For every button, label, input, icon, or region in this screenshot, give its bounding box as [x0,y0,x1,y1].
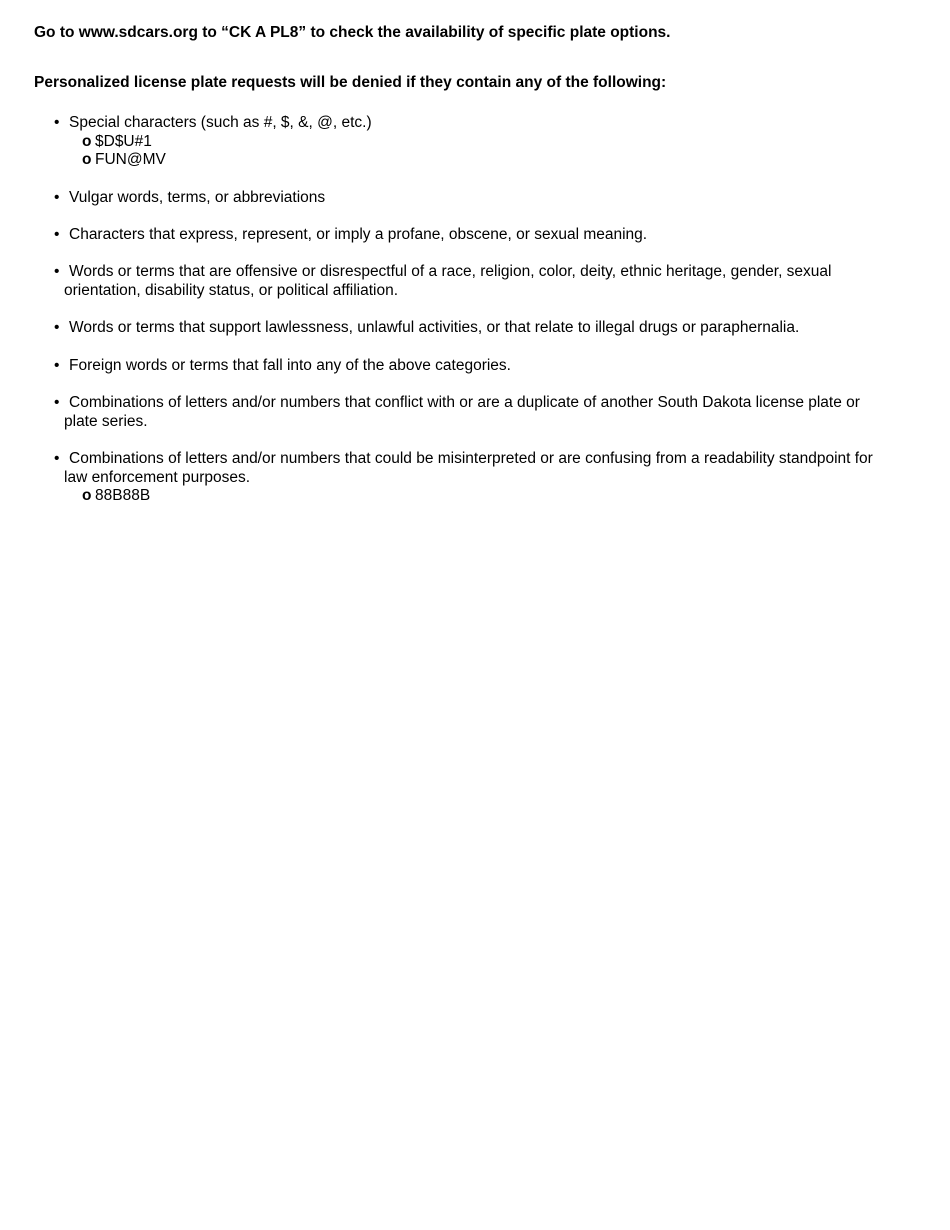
sub-bullet-icon: o [82,132,92,150]
bullet-icon: • [54,356,60,374]
rule-item [0,394,950,431]
rule-text: Words or terms that support lawlessness, unlawful activities, or that relate to illegal drugs or paraphernalia. [69,319,800,337]
rule-item [0,450,950,506]
rule-text: Foreign words or terms that fall into any of the above categories. [69,356,511,374]
example-item [64,133,890,152]
sub-bullet-icon: o [82,487,92,505]
example-text: $D$U#1 [95,132,152,150]
rule-item [0,226,950,245]
bullet-icon: • [54,449,60,467]
bullet-icon: • [54,319,60,337]
bullet-icon: • [54,226,60,243]
sub-bullet-icon: o [82,151,92,169]
rule-text: Special characters (such as #, $, &, @, etc.) [69,114,372,131]
bullet-icon: • [54,263,60,281]
example-item [64,487,890,506]
denial-rules-list [0,114,950,525]
rule-item [0,189,950,208]
rule-text: Words or terms that are offensive or disrespectful of a race, religion, color, deity, ethnic heritage, gender, sexual orientation, disability status, or political affiliation. [64,263,832,299]
example-item [64,151,890,170]
bullet-icon: • [54,114,60,131]
example-text: 88B88B [95,487,151,505]
denial-heading: Personalized license plate requests will be denied if they contain any of the following: [34,74,667,91]
example-list [64,487,890,506]
rule-text: Vulgar words, terms, or abbreviations [69,188,326,206]
rule-item [0,357,950,376]
bullet-icon: • [54,188,60,206]
rule-item [0,319,950,338]
rule-item [0,263,950,300]
rule-text: Characters that express, represent, or imply a profane, obscene, or sexual meaning. [69,226,648,243]
example-list [64,133,890,170]
intro-text: Go to www.sdcars.org to “CK A PL8” to check the availability of specific plate options. [34,24,671,41]
rule-item [0,114,950,170]
bullet-icon: • [54,393,60,411]
rule-text: Combinations of letters and/or numbers that could be misinterpreted or are confusing from a readability standpoint for law enforcement purposes. [64,449,873,486]
example-text: FUN@MV [95,151,166,169]
rule-text: Combinations of letters and/or numbers that conflict with or are a duplicate of another South Dakota license plate or plate series. [64,393,860,430]
